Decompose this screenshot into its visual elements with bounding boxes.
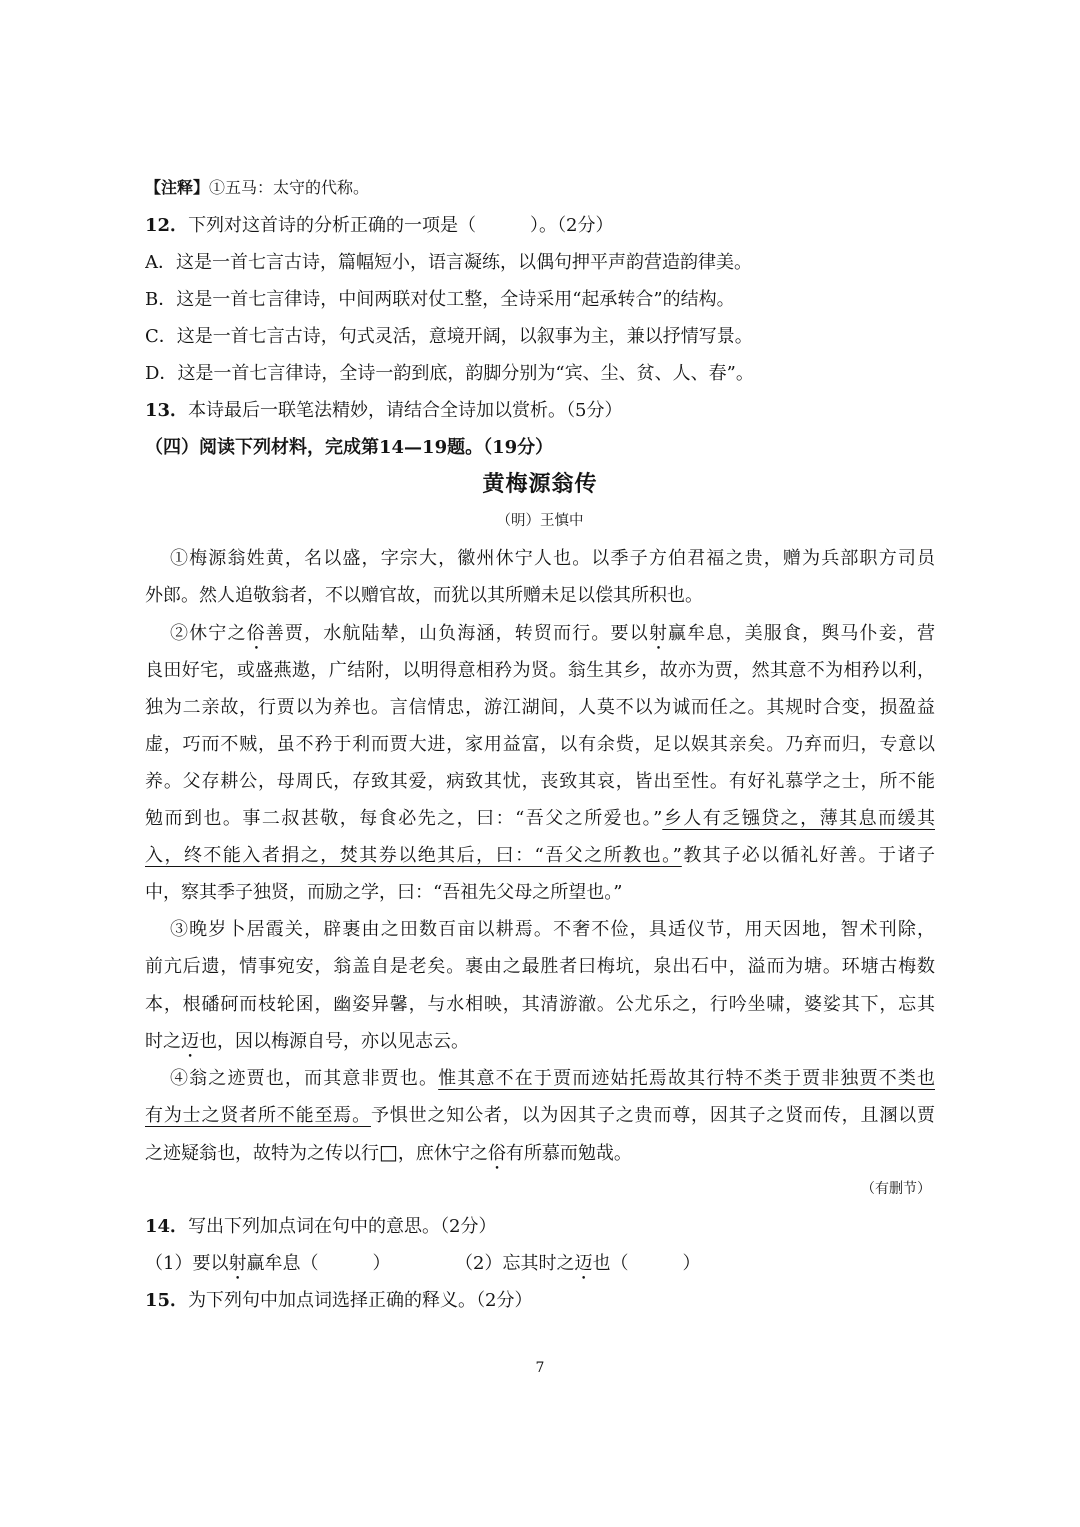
option-text: 这是一首七言古诗，句式灵活，意境开阔，以叙事为主，兼以抒情写景。 [176, 325, 753, 347]
underlined-sentence: 乡人有乏镪贷之，薄其息而缓其 [662, 808, 935, 830]
blank-box: □ [379, 1139, 398, 1164]
passage-text: 时之 [145, 1030, 181, 1052]
option-d [145, 355, 935, 392]
paragraph-4-line-1 [145, 1060, 935, 1097]
paragraph-3-line-2 [145, 948, 935, 985]
question-12 [145, 207, 935, 244]
passage-text: ①梅源翁姓黄，名以盛，字宗大，徽州休宁人也。以季子方伯君福之贵，赠为兵部职方司员 [170, 548, 935, 570]
passage-text: 勉而到也。事二叔甚敬，每食必先之，曰：“吾父之所爱也。” [145, 808, 663, 830]
passage-text: 之迹疑翁也，故特为之传以行 [145, 1142, 379, 1164]
note-label: 【注释】 [145, 178, 210, 198]
question-score: （2分） [440, 1216, 497, 1238]
item-label: （2） [455, 1253, 503, 1275]
paragraph-3-line-3 [145, 986, 935, 1023]
option-text: 这是一首七言律诗，全诗一韵到底，韵脚分别为“宾、尘、贫、人、春”。 [177, 362, 754, 384]
item-label: （1） [145, 1253, 193, 1275]
option-label: D． [145, 362, 178, 384]
item-text: 赢牟息 [246, 1253, 301, 1275]
dotted-word: 射 [228, 1253, 247, 1275]
passage-text: ③晚岁卜居霞关，辟裹由之田数百亩以耕焉。不奢不俭，具适仪节，用天因地，智术刊除， [170, 919, 935, 941]
abridged-note-text: （有删节） [861, 1180, 931, 1197]
passage-text: 赢牟息，美服食，舆马仆妾，营 [668, 622, 935, 644]
passage-title [145, 466, 935, 503]
passage-text: 虚，巧而不贼，虽不矜于利而贾大进，家用益富，以有余赀，足以娱其亲矣。乃弃而归，专意以 [145, 733, 935, 755]
question-15 [145, 1282, 935, 1319]
passage-text: 有所慕而勉哉。 [505, 1142, 632, 1164]
underlined-sentence: 惟其意不在于贾而迹姑托焉故其行特不类于贾非独贾不类也 [438, 1067, 935, 1089]
item-text: 要以 [192, 1253, 229, 1275]
question-14 [145, 1208, 935, 1245]
question-number: 15． [145, 1290, 189, 1312]
dotted-word: 迈 [181, 1030, 199, 1052]
poem-note [145, 169, 935, 206]
question-stem: 本诗最后一联笔法精妙，请结合全诗加以赏析。 [188, 400, 567, 421]
underlined-sentence: 入，终不能入者捐之，焚其券以绝其后，曰：“吾父之所教也。” [145, 845, 682, 867]
paragraph-2-line-3 [145, 689, 935, 726]
passage-text: 也，因以梅源自号，亦以见志云。 [199, 1030, 469, 1052]
passage-text: 本，根磻砢而枝轮囷，幽姿异馨，与水相映，其清游澈。公尤乐之，行吟坐啸，婆娑其下，忘其 [145, 993, 935, 1015]
paragraph-2-line-4 [145, 726, 935, 763]
option-label: B． [145, 288, 177, 310]
passage-author-text: （明）王慎中 [496, 513, 584, 530]
question-score: （5分） [566, 400, 623, 421]
paragraph-2-line-6 [145, 800, 935, 837]
passage-text: ，庶休宁之 [397, 1142, 488, 1164]
option-c [145, 318, 935, 355]
question-14-item-1 [145, 1245, 455, 1282]
paragraph-1-line-2 [145, 577, 935, 614]
passage-text: 前亢后遗，情事宛安，翁盖自是老矣。裹由之最胜者曰梅坑，泉出石中，溢而为塘。环塘古梅数 [145, 956, 935, 978]
passage-text: 善贾，水航陆辇，山负海涵，转贸而行。要以 [265, 622, 649, 644]
question-score: （2分） [557, 214, 614, 236]
option-b [145, 281, 935, 318]
dotted-word: 迈 [574, 1253, 593, 1275]
question-score: （2分） [476, 1290, 533, 1312]
question-13 [145, 392, 935, 429]
passage-text: ④翁之迹贾也，而其意非贾也。 [170, 1067, 439, 1089]
passage-text: 独为二亲故，行贾以为养也。言信情忠，游江湖间，人莫不以为诚而任之。其规时合变，损盈益 [145, 696, 935, 718]
paragraph-4-line-3 [145, 1134, 935, 1171]
note-text: ①五马：太守的代称。 [209, 178, 370, 198]
item-text: 忘其时之 [502, 1253, 575, 1275]
item-text: 也 [592, 1253, 611, 1275]
paragraph-2-line-5 [145, 763, 935, 800]
dotted-word: 射 [648, 622, 669, 644]
question-14-item-2 [455, 1245, 765, 1282]
passage-text: 予惧世之知公者，以为因其子之贵而尊，因其子之贤而传，且溷以贾 [370, 1104, 935, 1126]
question-number: 12． [145, 214, 189, 236]
option-a [145, 244, 935, 281]
section-heading [145, 429, 935, 466]
question-14-items [145, 1245, 935, 1282]
passage-title-text: 黄梅源翁传 [482, 471, 598, 498]
paragraph-2-line-1 [145, 615, 935, 652]
paragraph-4-line-2 [145, 1097, 935, 1134]
option-label: A． [145, 251, 176, 273]
paragraph-3-line-4 [145, 1023, 935, 1060]
option-text: 这是一首七言律诗，中间两联对仗工整，全诗采用“起承转合”的结构。 [176, 288, 735, 310]
underlined-sentence: 有为士之贤者所不能至焉。 [145, 1104, 371, 1126]
passage-text: 教其子必以循礼好善。于诸子 [681, 845, 935, 867]
passage-text: 外郎。然人追敬翁者，不以赠官故，而犹以其所赠未足以偿其所积也。 [145, 585, 703, 607]
paragraph-3-line-1 [145, 911, 935, 948]
passage-author [145, 503, 935, 540]
page-number: 7 [535, 1360, 545, 1376]
option-text: 这是一首七言古诗，篇幅短小，语言凝练，以偶句押平声韵营造韵律美。 [176, 251, 752, 273]
paragraph-2-line-7 [145, 837, 935, 874]
question-stem: 为下列句中加点词选择正确的释义。 [188, 1290, 477, 1312]
option-label: C． [145, 325, 177, 347]
paragraph-2-line-2 [145, 652, 935, 689]
dotted-word: 俗 [487, 1142, 506, 1164]
question-stem: 写出下列加点词在句中的意思。 [188, 1216, 441, 1238]
answer-blank: （ ） [610, 1253, 701, 1275]
question-stem: 下列对这首诗的分析正确的一项是（ ）。 [188, 214, 558, 236]
passage-text: 养。父存耕公，母周氏，存致其爱，病致其忧，丧致其哀，皆出至性。有好礼慕学之士，所不能 [145, 770, 935, 792]
passage-text: ②休宁之 [170, 622, 247, 644]
paragraph-2-line-8 [145, 874, 935, 911]
dotted-word: 俗 [246, 622, 266, 644]
page-content [145, 169, 935, 1319]
paragraph-1-line-1 [145, 540, 935, 577]
abridged-note [145, 1171, 935, 1208]
question-number: 14． [145, 1216, 189, 1238]
question-number: 13． [145, 400, 189, 421]
passage-text: 中，察其季子独贤，而励之学，曰：“吾祖先父母之所望也。” [145, 882, 623, 904]
section-heading-text: （四）阅读下列材料，完成第14—19题。（19分） [145, 437, 554, 459]
passage-text: 良田好宅，或盛燕遨，广结附，以明得意相矜为贤。翁生其乡，故亦为贾，然其意不为相矜以利， [145, 659, 935, 681]
answer-blank: （ ） [300, 1253, 391, 1275]
